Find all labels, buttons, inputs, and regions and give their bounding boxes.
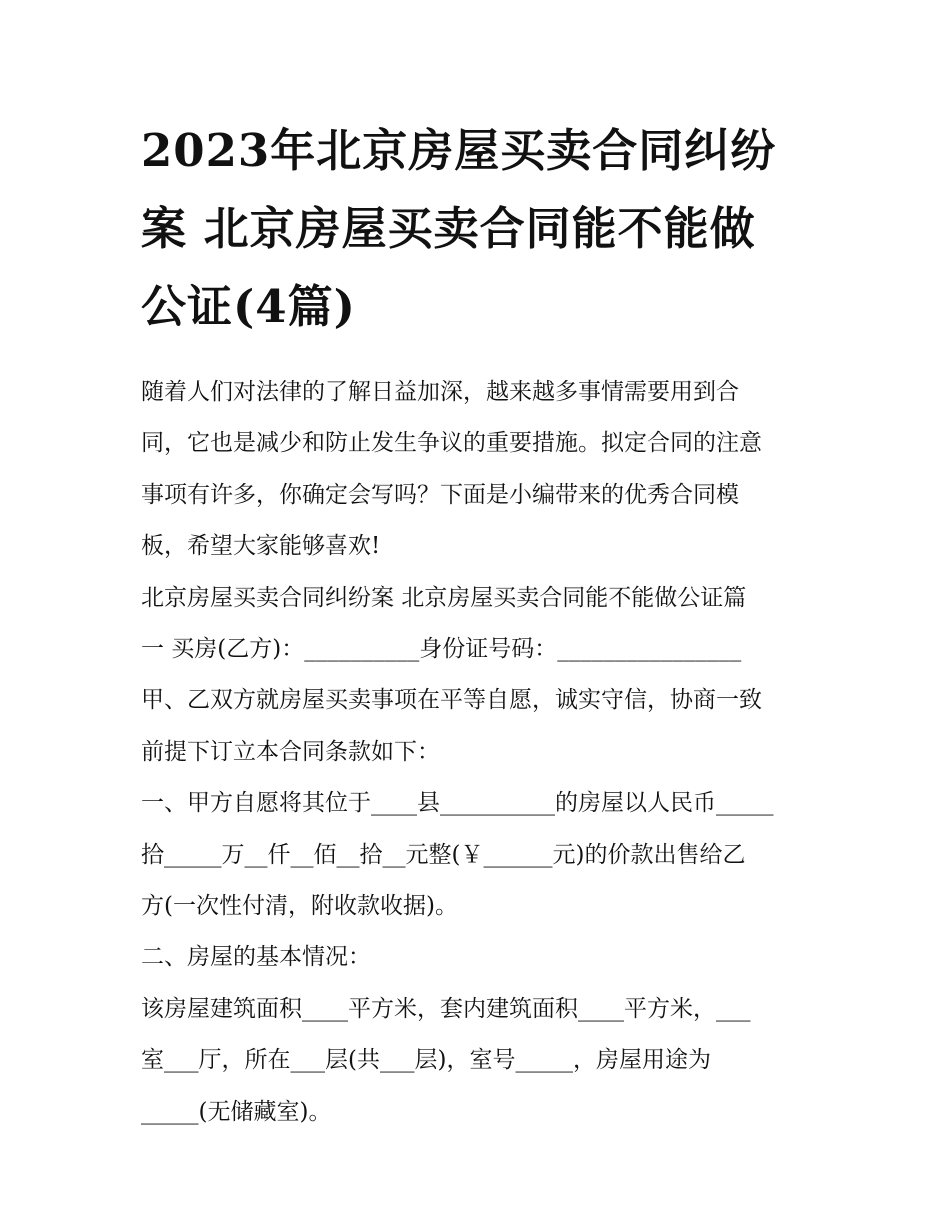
house-details-paragraph: 该房屋建筑面积____平方米，套内建筑面积____平方米，___ 室___厅，所在___层(共___层)，室号_____，房屋用途为 _____(无储藏室)。: [141, 995, 751, 1125]
intro-paragraph: 随着人们对法律的了解日益加深，越来越多事情需要用到合 同，它也是减少和防止发生争议的重要措施。拟定合同的注意 事项有许多，你确定会写吗？下面是小编带来的优秀合同模 板，希望大家能够喜欢!: [141, 379, 762, 560]
clause-two-heading: 二、房屋的基本情况：: [141, 944, 371, 971]
document-page: [141, 112, 816, 1138]
document-body: [141, 367, 816, 1138]
agreement-preamble-paragraph: 甲、乙双方就房屋买卖事项在平等自愿，诚实守信，协商一致 前提下订立本合同条款如下：: [141, 687, 762, 765]
section-heading-paragraph: 北京房屋买卖合同纠纷案 北京房屋买卖合同能不能做公证篇 一 买房(乙方)：__________身份证号码：________________: [141, 584, 747, 663]
document-title: 2023年北京房屋买卖合同纠纷 案 北京房屋买卖合同能不能做 公证(4篇): [141, 124, 777, 333]
clause-one-paragraph: 一、甲方自愿将其位于____县__________的房屋以人民币_____ 拾_____万__仟__佰__拾__元整(￥______元)的价款出售给乙 方(一次性付清，附收款收据)。: [141, 790, 774, 920]
